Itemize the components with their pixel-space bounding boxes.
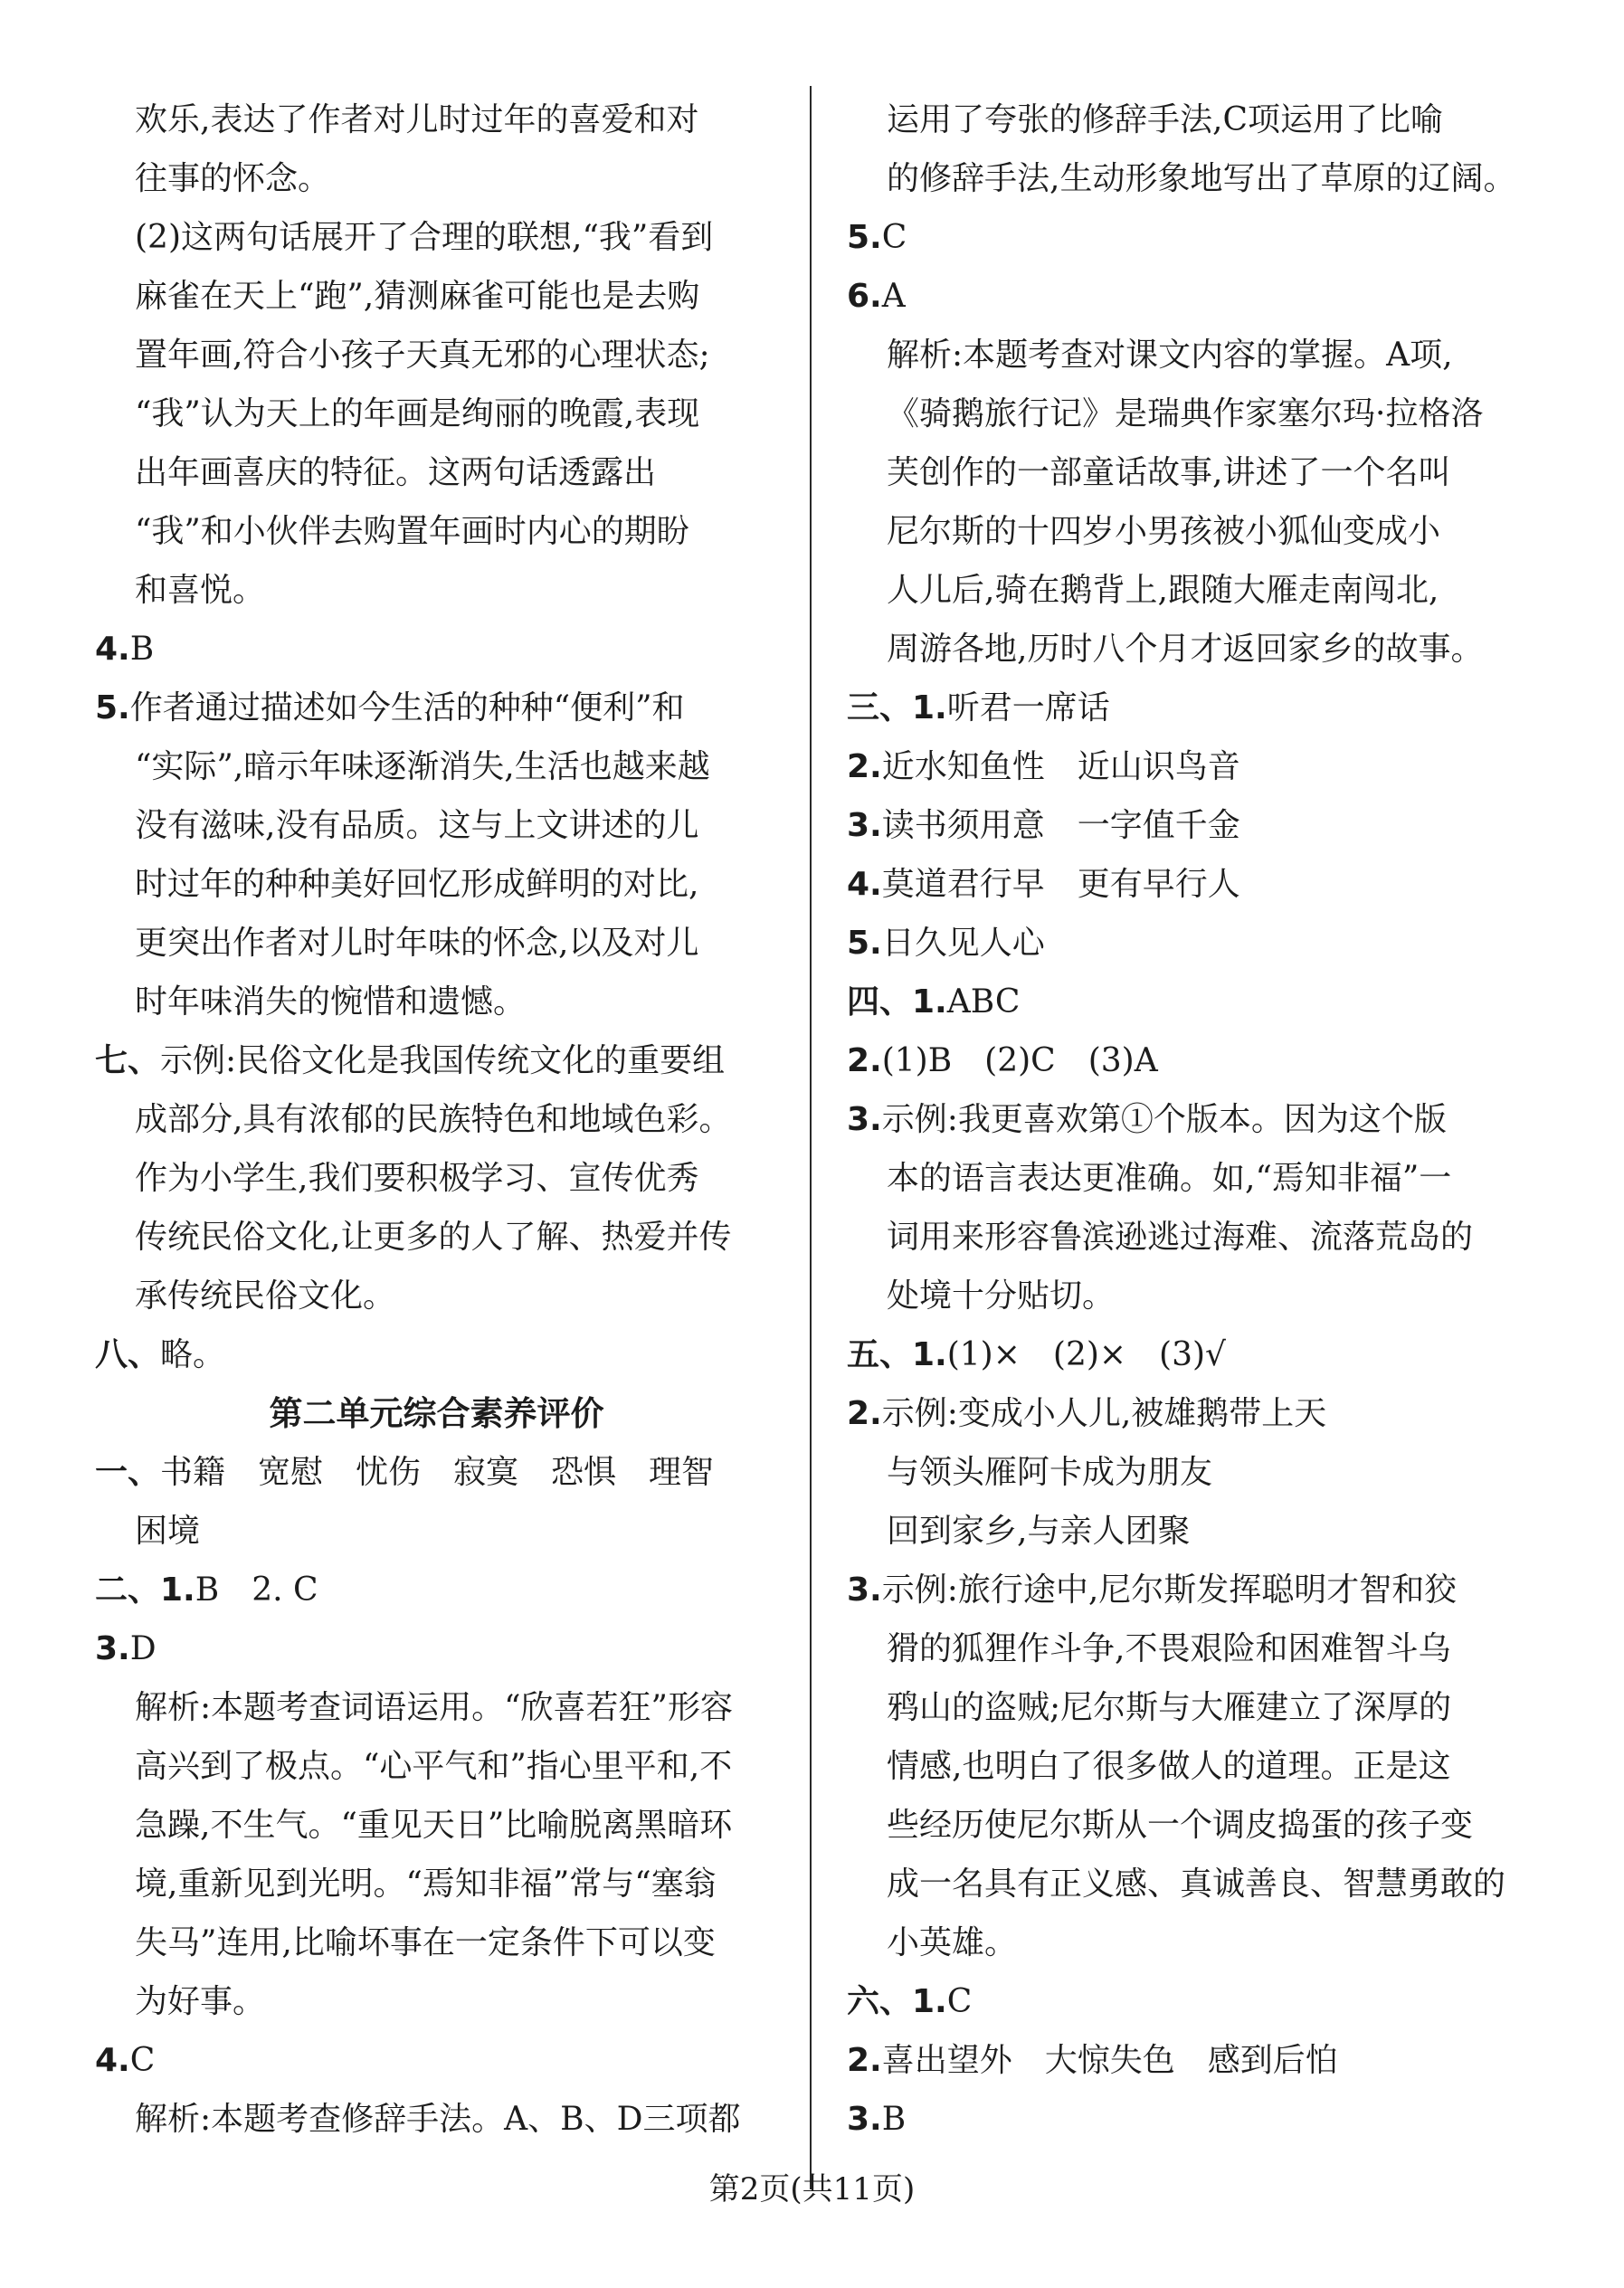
line-text: C — [946, 1983, 973, 2020]
line-text: 词用来形容鲁滨逊逃过海难、流落荒岛的 — [887, 1219, 1474, 1256]
answer-line — [847, 1208, 1516, 1267]
answer-line — [847, 1325, 1516, 1384]
answer-line — [847, 1678, 1516, 1737]
page-footer: 第2页(共11页) — [708, 2171, 916, 2207]
answer-line — [847, 1913, 1516, 1972]
item-number: 2. — [847, 1395, 882, 1432]
answer-line — [95, 1031, 778, 1090]
item-number: 2. — [847, 748, 882, 785]
answer-line — [847, 502, 1516, 561]
line-text: 莫道君行早 更有早行人 — [881, 866, 1240, 903]
line-text: 时过年的种种美好回忆形成鲜明的对比, — [135, 866, 699, 903]
item-number: 四、1. — [847, 983, 947, 1021]
column-divider — [810, 86, 812, 2189]
answer-line — [847, 208, 1516, 267]
line-text: 周游各地,历时八个月才返回家乡的故事。 — [887, 631, 1484, 668]
answer-line — [95, 796, 778, 855]
answer-line — [95, 1796, 778, 1855]
line-text: 听君一席话 — [946, 689, 1110, 726]
answer-line — [95, 1561, 778, 1619]
answer-line — [847, 1561, 1516, 1619]
line-text: 解析:本题考查词语运用。“欣喜若狂”形容 — [135, 1689, 733, 1726]
line-text: “我”认为天上的年画是绚丽的晚霞,表现 — [135, 395, 700, 432]
line-text: 示例:旅行途中,尼尔斯发挥聪明才智和狡 — [881, 1571, 1458, 1609]
answer-line — [847, 443, 1516, 502]
line-text: 欢乐,表达了作者对儿时过年的喜爱和对 — [135, 101, 699, 138]
line-text: 高兴到了极点。“心平气和”指心里平和,不 — [135, 1748, 733, 1785]
answer-line — [847, 1502, 1516, 1561]
item-number: 5. — [847, 925, 882, 962]
line-text: 喜出望外 大惊失色 感到后怕 — [881, 2042, 1338, 2079]
line-text: 示例:民俗文化是我国传统文化的重要组 — [160, 1042, 726, 1079]
line-text: 书籍 宽慰 忧伤 寂寞 恐惧 理智 — [160, 1454, 715, 1491]
line-text: 麻雀在天上“跑”,猜测麻雀可能也是去购 — [135, 278, 700, 315]
line-text: B — [129, 631, 155, 668]
line-text: 猾的狐狸作斗争,不畏艰险和困难智斗乌 — [887, 1630, 1451, 1667]
item-number: 4. — [95, 631, 130, 668]
item-number: 五、1. — [847, 1336, 947, 1373]
line-text: 近水知鱼性 近山识鸟音 — [881, 748, 1240, 785]
answer-line — [95, 737, 778, 796]
item-number: 3. — [847, 2101, 882, 2138]
answer-line — [95, 1737, 778, 1796]
answer-line — [847, 737, 1516, 796]
answer-line — [847, 973, 1516, 1031]
item-number: 3. — [847, 807, 882, 844]
answer-line — [95, 1619, 778, 1678]
line-text: C — [129, 2042, 156, 2079]
line-text: 和喜悦。 — [135, 572, 266, 609]
answer-line — [95, 679, 778, 737]
answer-line — [847, 855, 1516, 914]
item-number: 六、1. — [847, 1983, 947, 2020]
answer-line — [847, 796, 1516, 855]
answer-line — [95, 2031, 778, 2090]
answer-line — [847, 1855, 1516, 1913]
item-number: 七、 — [95, 1042, 161, 1079]
line-text: 略。 — [160, 1336, 226, 1373]
answer-line — [847, 1972, 1516, 2031]
line-text: 人儿后,骑在鹅背上,跟随大雁走南闯北, — [887, 572, 1439, 609]
line-text: 些经历使尼尔斯从一个调皮捣蛋的孩子变 — [887, 1807, 1474, 1844]
line-text: 解析:本题考查对课文内容的掌握。A项, — [887, 337, 1453, 374]
answer-line — [95, 1325, 778, 1384]
answer-line — [847, 1149, 1516, 1208]
answer-line — [95, 502, 778, 561]
right-column — [847, 90, 1516, 2149]
answer-line — [95, 1913, 778, 1972]
answer-line — [95, 443, 778, 502]
line-text: 困境 — [135, 1513, 201, 1550]
line-text: 鸦山的盗贼;尼尔斯与大雁建立了深厚的 — [887, 1689, 1452, 1726]
line-text: 成部分,具有浓郁的民族特色和地域色彩。 — [135, 1101, 732, 1138]
item-number: 一、 — [95, 1454, 161, 1491]
line-text: D — [129, 1630, 157, 1667]
answer-line — [847, 2031, 1516, 2090]
line-text: 《骑鹅旅行记》是瑞典作家塞尔玛·拉格洛 — [887, 395, 1484, 432]
line-text: 尼尔斯的十四岁小男孩被小狐仙变成小 — [887, 513, 1441, 550]
answer-line — [847, 1796, 1516, 1855]
line-text: 情感,也明白了很多做人的道理。正是这 — [887, 1748, 1451, 1785]
section-heading — [95, 1384, 778, 1443]
answer-line — [847, 914, 1516, 973]
item-number: 3. — [95, 1630, 130, 1667]
answer-line — [847, 384, 1516, 443]
answer-line — [847, 267, 1516, 326]
line-text: 境,重新见到光明。“焉知非福”常与“塞翁 — [135, 1866, 717, 1903]
answer-line — [847, 679, 1516, 737]
line-text: 读书须用意 一字值千金 — [881, 807, 1240, 844]
line-text: 回到家乡,与亲人团聚 — [887, 1513, 1191, 1550]
answer-line — [847, 1090, 1516, 1149]
item-number: 5. — [95, 689, 130, 726]
line-text: 示例:变成小人儿,被雄鹅带上天 — [881, 1395, 1327, 1432]
line-text: 急躁,不生气。“重见天日”比喻脱离黑暗环 — [135, 1807, 733, 1844]
answer-line — [847, 1384, 1516, 1443]
item-number: 4. — [95, 2042, 130, 2079]
answer-line — [95, 1149, 778, 1208]
line-text: 小英雄。 — [887, 1924, 1018, 1961]
item-number: 三、1. — [847, 689, 947, 726]
answer-line — [847, 1031, 1516, 1090]
line-text: 成一名具有正义感、真诚善良、智慧勇敢的 — [887, 1866, 1506, 1903]
answer-line — [847, 561, 1516, 620]
line-text: 本的语言表达更准确。如,“焉知非福”一 — [887, 1160, 1452, 1197]
item-number: 八、 — [95, 1336, 161, 1373]
answer-line — [847, 326, 1516, 384]
answer-line — [95, 90, 778, 149]
answer-line — [847, 1267, 1516, 1325]
answer-line — [95, 326, 778, 384]
answer-line — [847, 1619, 1516, 1678]
line-text: (1)× (2)× (3)√ — [946, 1336, 1226, 1373]
line-text: 第二单元综合素养评价 — [269, 1394, 604, 1433]
line-text: 作为小学生,我们要积极学习、宣传优秀 — [135, 1160, 699, 1197]
line-text: ABC — [946, 983, 1021, 1021]
answer-line — [95, 914, 778, 973]
line-text: A — [881, 278, 906, 315]
item-number: 3. — [847, 1571, 882, 1609]
answer-line — [847, 1443, 1516, 1502]
line-text: B — [881, 2101, 907, 2138]
item-number: 二、1. — [95, 1571, 195, 1609]
line-text: 运用了夸张的修辞手法,C项运用了比喻 — [887, 101, 1443, 138]
answer-line — [95, 1678, 778, 1737]
item-number: 2. — [847, 1042, 882, 1079]
line-text: 解析:本题考查修辞手法。A、B、D三项都 — [135, 2101, 741, 2138]
line-text: 置年画,符合小孩子天真无邪的心理状态; — [135, 337, 710, 374]
answer-line — [95, 1443, 778, 1502]
line-text: 承传统民俗文化。 — [135, 1277, 396, 1315]
answer-line — [95, 1267, 778, 1325]
line-text: B 2. C — [195, 1571, 318, 1609]
answer-line — [95, 1090, 778, 1149]
answer-line — [95, 384, 778, 443]
item-number: 5. — [847, 219, 882, 256]
line-text: (2)这两句话展开了合理的联想,“我”看到 — [135, 219, 714, 256]
item-number: 4. — [847, 866, 882, 903]
answer-line — [95, 620, 778, 679]
line-text: 往事的怀念。 — [135, 160, 331, 197]
answer-line — [95, 2090, 778, 2149]
line-text: (1)B (2)C (3)A — [881, 1042, 1158, 1079]
line-text: 时年味消失的惋惜和遗憾。 — [135, 983, 527, 1021]
line-text: 作者通过描述如今生活的种种“便利”和 — [129, 689, 685, 726]
line-text: “实际”,暗示年味逐渐消失,生活也越来越 — [135, 748, 710, 785]
answer-line — [95, 1208, 778, 1267]
line-text: 没有滋味,没有品质。这与上文讲述的儿 — [135, 807, 699, 844]
line-text: 处境十分贴切。 — [887, 1277, 1116, 1315]
line-text: 与领头雁阿卡成为朋友 — [887, 1454, 1213, 1491]
answer-line — [95, 149, 778, 208]
answer-line — [847, 149, 1516, 208]
line-text: 芙创作的一部童话故事,讲述了一个名叫 — [887, 454, 1451, 491]
answer-line — [95, 561, 778, 620]
line-text: 失马”连用,比喻坏事在一定条件下可以变 — [135, 1924, 716, 1961]
item-number: 6. — [847, 278, 882, 315]
item-number: 3. — [847, 1101, 882, 1138]
answer-line — [95, 1855, 778, 1913]
left-column — [95, 90, 778, 2149]
answer-line — [95, 973, 778, 1031]
item-number: 2. — [847, 2042, 882, 2079]
answer-line — [95, 855, 778, 914]
answer-line — [847, 90, 1516, 149]
line-text: 更突出作者对儿时年味的怀念,以及对儿 — [135, 925, 699, 962]
answer-line — [847, 1737, 1516, 1796]
line-text: 示例:我更喜欢第①个版本。因为这个版 — [881, 1101, 1447, 1138]
answer-line — [95, 1972, 778, 2031]
answer-line — [95, 208, 778, 267]
line-text: “我”和小伙伴去购置年画时内心的期盼 — [135, 513, 689, 550]
line-text: C — [881, 219, 907, 256]
line-text: 传统民俗文化,让更多的人了解、热爱并传 — [135, 1219, 732, 1256]
line-text: 出年画喜庆的特征。这两句话透露出 — [135, 454, 657, 491]
answer-line — [847, 620, 1516, 679]
answer-line — [847, 2090, 1516, 2149]
line-text: 的修辞手法,生动形象地写出了草原的辽阔。 — [887, 160, 1516, 197]
answer-line — [95, 267, 778, 326]
line-text: 为好事。 — [135, 1983, 266, 2020]
line-text: 日久见人心 — [881, 925, 1045, 962]
answer-line — [95, 1502, 778, 1561]
